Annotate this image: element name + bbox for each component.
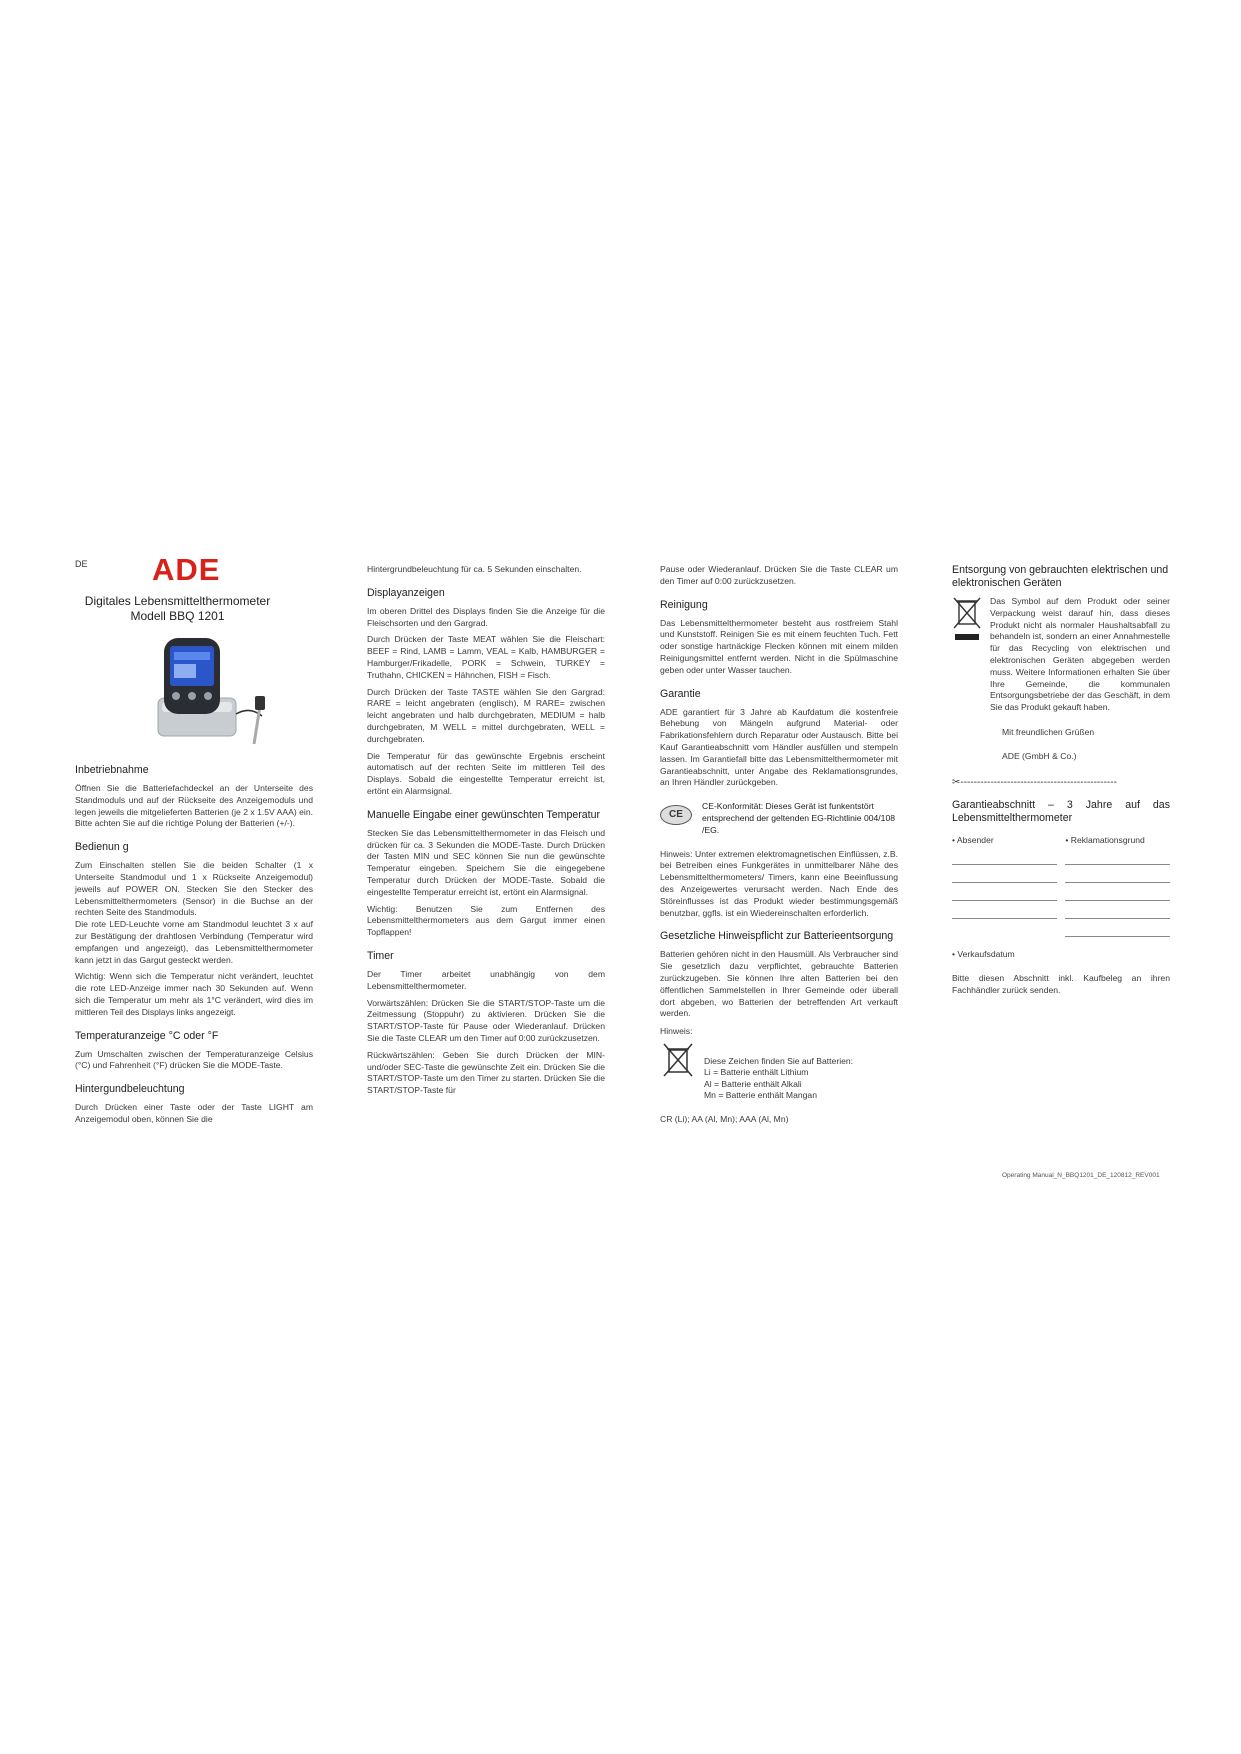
language-code: DE (75, 559, 88, 569)
text-return: Bitte diesen Abschnitt inkl. Kaufbeleg an ihren Fachhändler zurück senden. (952, 972, 1170, 995)
heading-bedienung: Bedienun g (75, 841, 129, 854)
weee-section (952, 596, 1170, 719)
document-title (75, 594, 280, 624)
battery-al: Al = Batterie enthält Alkali (704, 1078, 802, 1089)
heading-batterieentsorgung: Gesetzliche Hinweispflicht zur Batterieentsorgung (660, 930, 894, 943)
heading-timer: Timer (367, 949, 394, 962)
text-display-3: Durch Drücken der Taste TASTE wählen Sie den Gargrad: RARE = leicht angebraten (englisch), M RARE= zwischen leicht angebraten und halb durchgebraten, MEDIUM = halb durchgebraten, M WELL = mittel durchgebraten, WELL = durchgebraten. (367, 686, 605, 744)
battery-symbol-list (704, 1056, 898, 1102)
text-manuelle-eingabe: Stecken Sie das Lebensmittelthermometer in das Fleisch und drücken für ca. 3 Sekunden die MODE-Taste. Durch Drücken der Tasten MIN und SEC können Sie nun die gewünschte Temperatur eingeben. Speichern Sie die eingegebene Temperatur durch Drücken der MODE-Taste. Sobald die eingestellte Temperatur erreicht ist, ertönt ein Alarmsignal. (367, 827, 605, 897)
text-garantie: ADE garantiert für 3 Jahre ab Kaufdatum die kostenfreie Behebung von Mängeln aufgrund Material- oder Fabrikationsfehlern durch Reparatur oder Austausch. Bitte bei Kauf Garantieabschnitt vom Händler ausfüllen und stempeln lassen. Im Garantiefall bitte das Lebensmittelthermometer mit Garantieabschnitt, unter Angabe des Reklamationsgrundes, an Ihren Händler zurückgeben. (660, 706, 898, 788)
text-entsorgung: Das Symbol auf dem Produkt oder seiner Verpackung weist darauf hin, dass dieses Produkt nicht als normaler Haushaltsabfall zu behandeln ist, sondern an einer Annahmestelle für das Recycling von elektrischen und elektronischen Geräten abgegeben werden muss. Weitere Informationen erhalten Sie über Ihre Gemeinde, die kommunalen Entsorgungsbetriebe der das Geschäft, in dem Sie das Produkt gekauft haben. (990, 596, 1170, 713)
heading-garantieabschnitt: Garantieabschnitt – 3 Jahre auf das Lebensmittelthermometer (952, 799, 1170, 825)
heading-displayanzeigen: Displayanzeigen (367, 586, 445, 599)
greeting: Mit freundlichen Grüßen (1002, 726, 1095, 737)
text-wichtig: Wichtig: Wenn sich die Temperatur nicht verändert, leuchtet die rote LED-Anzeige immer nach 30 Sekunden auf. Wenn sich die Temperatur um mehr als 1°C verändert, wird dies im mittleren Teil des Displays links angezeigt. (75, 971, 313, 1017)
heading-reinigung: Reinigung (660, 598, 708, 611)
company-name: ADE (GmbH & Co.) (1002, 750, 1077, 761)
text-display-2: Durch Drücken der Taste MEAT wählen Sie die Fleischart: BEEF = Rind, LAMB = Lamm, VEAL = Kalb, HAMBURGER = Hamburger/Frikadelle, PORK = Schwein, TURKEY = Truthahn, CHICKEN = Hähnchen, FISH = Fisch. (367, 634, 605, 680)
column-3 (660, 564, 898, 1131)
battery-mn: Mn = Batterie enthält Mangan (704, 1090, 817, 1101)
text-temperaturanzeige: Zum Umschalten zwischen der Temperaturanzeige Celsius (°C) und Fahrenheit (°F) drücken Sie die MODE-Taste. (75, 1048, 313, 1071)
heading-garantie: Garantie (660, 687, 701, 700)
heading-temperaturanzeige: Temperaturanzeige °C oder °F (75, 1029, 219, 1042)
ce-conformity (660, 801, 898, 836)
column-2 (367, 564, 605, 1102)
text-vorwaertszaehlen: Vorwärtszählen: Drücken Sie die START/STOP-Taste um die Zeitmessung (Stoppuhr) zu aktivieren. Drücken Sie die START/STOP-Taste für Pause oder Wiederanlauf. Drücken Sie die Taste CLEAR um den Timer auf 0:00 zurückzusetzen. (367, 997, 605, 1043)
ce-mark-icon: CE (660, 805, 692, 825)
battery-sizes: CR (Li); AA (Al, Mn); AAA (Al, Mn) (660, 1113, 789, 1124)
crossed-bin-icon (660, 1040, 696, 1080)
hinweis-label: Hinweis: (660, 1026, 693, 1037)
text-timer-cont: Pause oder Wiederanlauf. Drücken Sie die Taste CLEAR um den Timer auf 0:00 zurückzusetzen. (660, 564, 898, 586)
title-line-2: Modell BBQ 1201 (130, 609, 225, 623)
column-1 (75, 764, 313, 1131)
heading-entsorgung: Entsorgung von gebrauchten elektrischen und elektronischen Geräten (952, 564, 1169, 589)
weee-bin-icon (952, 596, 982, 642)
heading-manuelle-eingabe: Manuelle Eingabe einer gewünschten Temperatur (367, 808, 601, 821)
ade-logo: ADE (152, 552, 221, 587)
reklamationsgrund-field[interactable] (1065, 835, 1170, 937)
thermometer-product-image (150, 636, 280, 746)
text-inbetriebnahme: Öffnen Sie die Batteriefachdeckel an der Unterseite des Standmoduls und auf der Rückseite des Anzeigemoduls und legen jeweils die mitgelieferten Batterien (je 2 x 1.5V AAA) ein. Bitte achten Sie auf die richtige Polung der Batterien (+/-). (75, 783, 313, 829)
text-bedienung-1: Zum Einschalten stellen Sie die beiden Schalter (1 x Unterseite Standmodul und 1 x Rückseite Anzeigemodul) jeweils auf POWER ON. Stecken Sie den Stecker des Lebensmittelthermometers (Sensor) in die Buchse an der rechten Seite des Standmoduls. (75, 860, 313, 918)
cut-line: ✂----------------------------------------------- (952, 776, 1117, 788)
reklamationsgrund-label: • Reklamationsgrund (1065, 835, 1145, 846)
heading-hintergrundbeleuchtung: Hintergundbeleuchtung (75, 1083, 185, 1096)
text-hinweis-elektromagnetisch: Hinweis: Unter extremen elektromagnetischen Einflüssen, z.B. bei Betreiben eines Funkgerätes in unmittelbarer Nähe des Lebensmittelthermometers/ Timers, kann eine Beeinflussung des Anzeigewertes verursacht werden. Nach Ende des Störeinflusses ist das Produkt wieder bestimmungsgemäß benutzbar, ggfls. ist ein Wiedereinschalten erforderlich. (660, 848, 898, 918)
heading-inbetriebnahme: Inbetriebnahme (75, 764, 149, 776)
absender-label: • Absender (952, 835, 994, 846)
text-timer: Der Timer arbeitet unabhängig von dem Lebensmittelthermometer. (367, 968, 605, 991)
text-batterieentsorgung: Batterien gehören nicht in den Hausmüll. Als Verbraucher sind Sie gesetzlich dazu verpflichtet, gebrauchte Batterien zurückzugeben. Sie können Ihre alten Batterien bei den öffentlichen Sammelstellen in Ihrer Gemeinde oder überall dort abgeben, wo Batterien der betreffenden Art verkauft werden. (660, 949, 898, 1019)
text-reinigung: Das Lebensmittelthermometer besteht aus rostfreiem Stahl und Kunststoff. Reinigen Sie es mit einem feuchten Tuch. Fett oder sonstige hartnäckige Flecken können mit einem milden Reinigungsmittel entfernt werden. Nicht in die Spülmaschine geben oder unter Wasser tauchen. (660, 617, 898, 675)
battery-li: Li = Batterie enthält Lithium (704, 1067, 809, 1078)
text-rueckwaertszaehlen: Rückwärtszählen: Geben Sie durch Drücken der MIN- und/oder SEC-Taste die gewünschte Zeit ein. Drücken Sie die START/STOP-Taste um den Timer zu starten. Drücken Sie die START/STOP-Taste für (367, 1049, 605, 1096)
text-bedienung-2: Die rote LED-Leuchte vorne am Standmodul leuchtet 3 x auf zur Bestätigung der drahtlosen Verbindung (Temperatur wird empfangen und angezeigt), das Lebensmittelthermometer kann jetzt in das Gargut gesteckt werden. (75, 919, 313, 965)
ce-text: CE-Konformität: Dieses Gerät ist funkentstört entsprechend der geltenden EG-Richtlinie 004/108 /EG. (702, 801, 896, 835)
absender-field[interactable] (952, 835, 1057, 937)
document-code: Operating Manual_N_BBQ1201_DE_120812_REV001 (1002, 1172, 1160, 1179)
text-wichtig-topflappen: Wichtig: Benutzen Sie zum Entfernen des Lebensmittelthermometers aus dem Gargut immer einen Topflappen! (367, 903, 605, 938)
text-hintergrundbeleuchtung: Durch Drücken einer Taste oder der Taste LIGHT am Anzeigemodul oben, können Sie die (75, 1102, 313, 1124)
title-line-1: Digitales Lebensmittelthermometer (84, 594, 271, 608)
column-4 (952, 564, 1170, 1002)
battery-intro: Diese Zeichen finden Sie auf Batterien: (704, 1055, 854, 1066)
text-display-1: Im oberen Drittel des Displays finden Sie die Anzeige für die Fleischsorten und den Gargrad. (367, 605, 605, 628)
warranty-form (952, 835, 1170, 937)
text-display-4: Die Temperatur für das gewünschte Ergebnis erscheint automatisch auf der rechten Seite im mittleren Teil des Displays. Sobald die eingestellte Temperatur erreicht ist, ertönt ein Alarmsignal. (367, 750, 605, 796)
verkaufsdatum-label: • Verkaufsdatum (952, 949, 1015, 960)
text-beleuchtung-cont: Hintergrundbeleuchtung für ca. 5 Sekunden einschalten. (367, 564, 582, 574)
